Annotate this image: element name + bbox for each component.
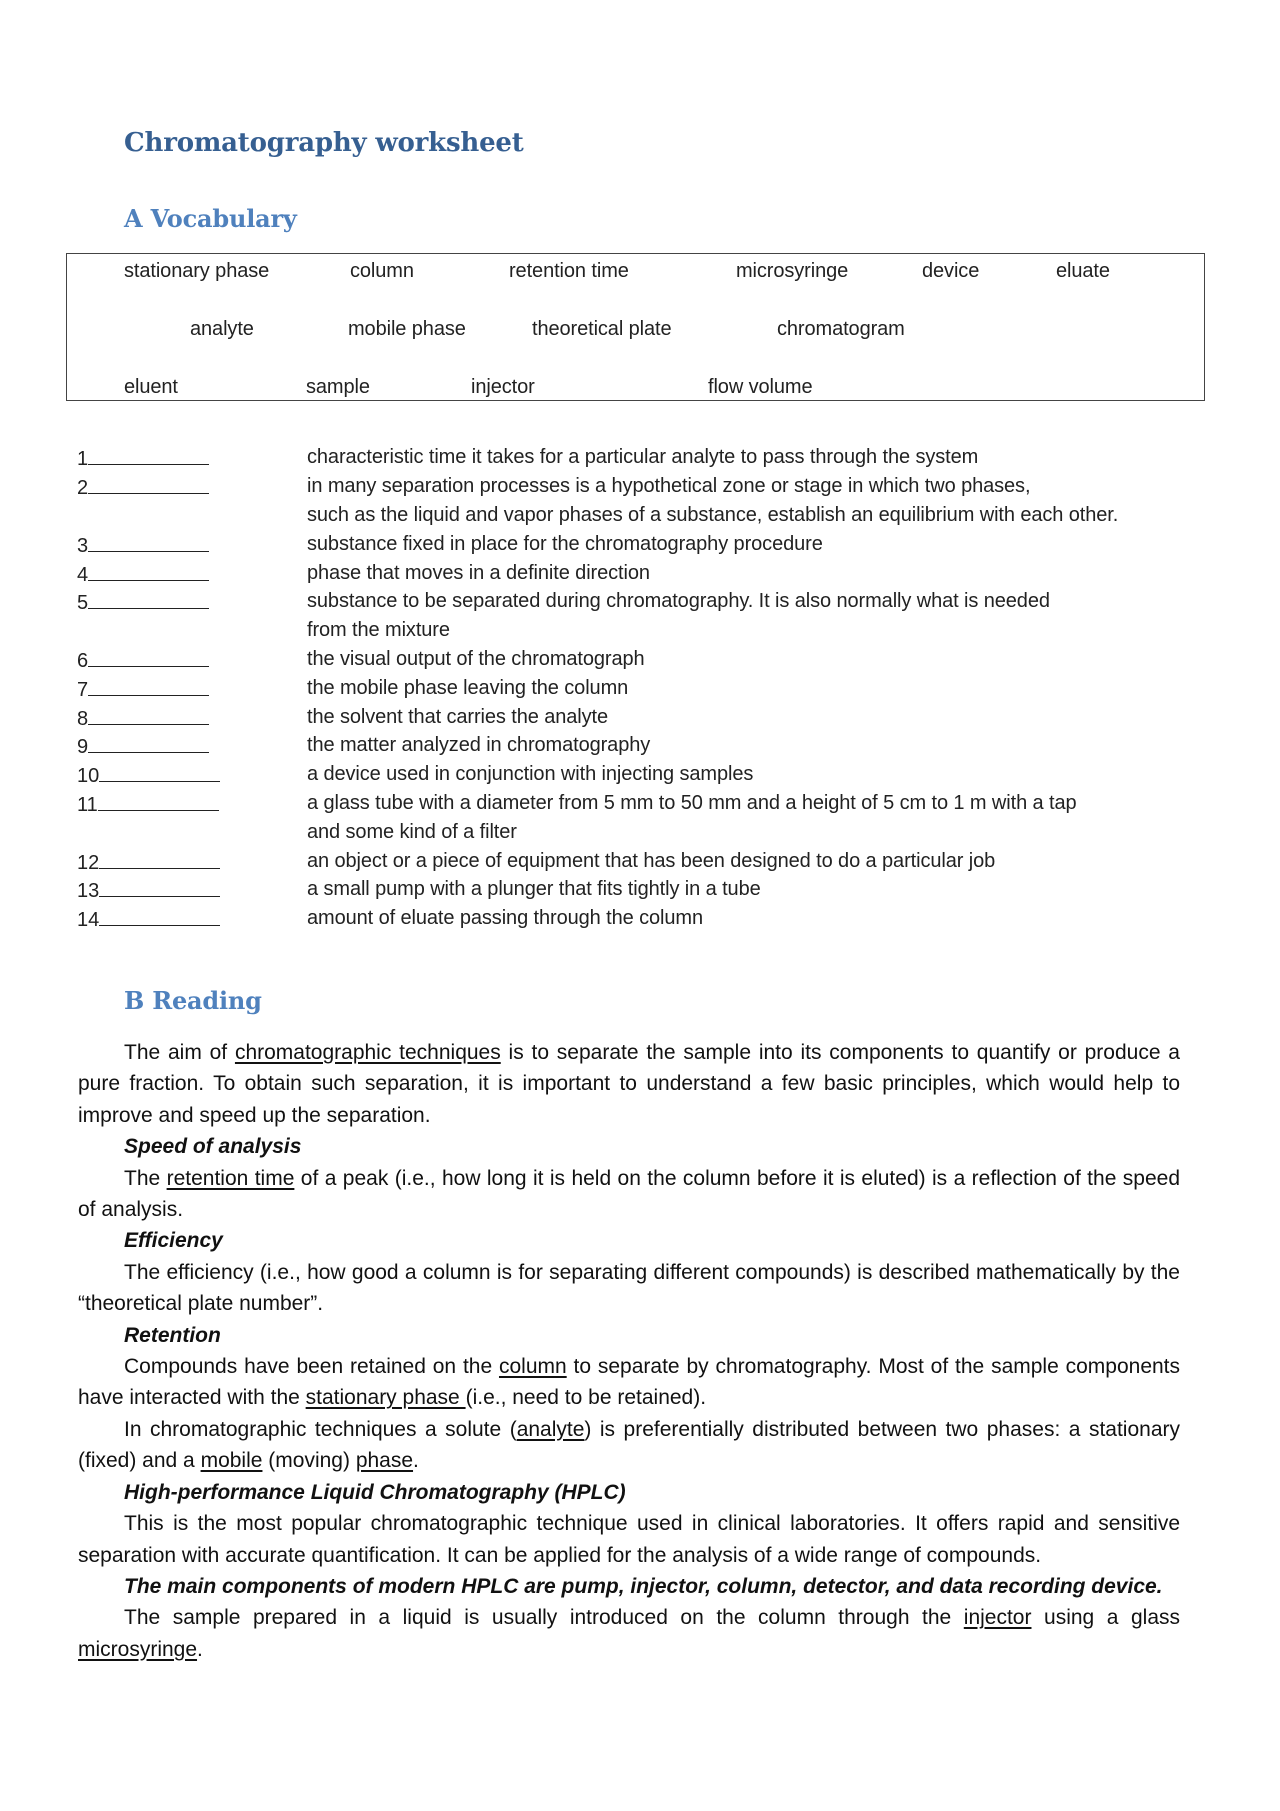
term-microsyringe: microsyringe xyxy=(78,1637,198,1661)
word-bank-word: eluent xyxy=(124,376,178,398)
word-bank-word: injector xyxy=(471,376,535,398)
definition-7: the mobile phase leaving the column xyxy=(307,677,629,699)
paragraph-injector: The sample prepared in a liquid is usually introduced on the column through the injector using a glass microsyringe. xyxy=(78,1606,1180,1661)
answer-blank-10[interactable]: 10 xyxy=(77,763,220,788)
definition-1: characteristic time it takes for a particular analyte to pass through the system xyxy=(307,446,979,468)
word-bank-word: theoretical plate xyxy=(532,318,672,340)
term-stationary-phase: stationary phase xyxy=(305,1386,466,1410)
definition-13: a small pump with a plunger that fits tightly in a tube xyxy=(307,878,761,900)
word-bank-word: chromatogram xyxy=(777,318,905,340)
definition-2: in many separation processes is a hypothetical zone or stage in which two phases, xyxy=(307,475,1031,497)
term-phase: phase xyxy=(355,1449,414,1473)
subheading-efficiency: Efficiency xyxy=(124,1229,223,1253)
answer-blank-4[interactable]: 4 xyxy=(77,562,209,587)
definition-8: the solvent that carries the analyte xyxy=(307,706,609,728)
word-bank-word: eluate xyxy=(1056,260,1110,282)
paragraph-hplc: This is the most popular chromatographic technique used in clinical laboratories. It offers rapid and sensitive separation with accurate quantification. It can be applied for the analysis of a wide range of compounds. xyxy=(78,1512,1180,1567)
word-bank-word: analyte xyxy=(190,318,254,340)
reading-passage xyxy=(78,1037,1180,1665)
word-bank-word: microsyringe xyxy=(736,260,849,282)
definition-12: an object or a piece of equipment that has been designed to do a particular job xyxy=(307,850,996,872)
definition-9: the matter analyzed in chromatography xyxy=(307,734,651,756)
answer-blank-9[interactable]: 9 xyxy=(77,734,209,759)
definition-4: phase that moves in a definite direction xyxy=(307,562,650,584)
definition-3: substance fixed in place for the chromatography procedure xyxy=(307,533,823,555)
word-bank-word: retention time xyxy=(509,260,629,282)
subheading-retention: Retention xyxy=(124,1323,221,1347)
answer-blank-6[interactable]: 6 xyxy=(77,648,209,673)
answer-blank-1[interactable]: 1 xyxy=(77,446,209,471)
answer-blank-13[interactable]: 13 xyxy=(77,878,220,903)
paragraph-aim: The aim of chromatographic techniques is to separate the sample into its components to quantify or produce a pure fraction. To obtain such separation, it is important to understand a few basic principles, which would help to improve and speed up the separation. xyxy=(78,1041,1180,1127)
term-chromatographic-techniques: chromatographic techniques xyxy=(234,1041,501,1064)
paragraph-retention: Compounds have been retained on the column to separate by chromatography. Most of the sample components have interacted with the stationary phase (i.e., need to be retained). xyxy=(78,1355,1181,1410)
paragraph-hplc-components: The main components of modern HPLC are pump, injector, column, detector, and data recording device. xyxy=(124,1574,1163,1598)
term-injector: injector xyxy=(963,1606,1032,1630)
paragraph-efficiency: The efficiency (i.e., how good a column is for separating different compounds) is described mathematically by the “theoretical plate number”. xyxy=(78,1260,1180,1316)
answer-blank-5[interactable]: 5 xyxy=(77,590,209,615)
definition-10: a device used in conjunction with injecting samples xyxy=(307,763,754,785)
word-bank-word: flow volume xyxy=(708,376,813,398)
answer-blank-11[interactable]: 11 xyxy=(77,792,219,817)
definition-14: amount of eluate passing through the column xyxy=(307,907,703,929)
section-a-heading: A Vocabulary xyxy=(124,204,297,233)
term-mobile: mobile xyxy=(200,1449,263,1473)
section-b-heading: B Reading xyxy=(124,986,262,1015)
definition-5: substance to be separated during chromatography. It is also normally what is needed xyxy=(307,590,1050,612)
answer-blank-3[interactable]: 3 xyxy=(77,533,209,558)
answer-blank-8[interactable]: 8 xyxy=(77,706,209,731)
definition-5-cont: from the mixture xyxy=(307,619,450,641)
definition-11-cont: and some kind of a filter xyxy=(307,821,517,843)
word-bank-word: stationary phase xyxy=(124,260,270,282)
answer-blank-7[interactable]: 7 xyxy=(77,677,209,702)
term-retention-time: retention time xyxy=(166,1166,295,1190)
answer-blank-12[interactable]: 12 xyxy=(77,850,220,875)
term-column: column xyxy=(498,1355,567,1379)
definition-2-cont: such as the liquid and vapor phases of a substance, establish an equilibrium with each other. xyxy=(307,504,1119,526)
paragraph-speed: The retention time of a peak (i.e., how long it is held on the column before it is eluted) is a reflection of the speed of analysis. xyxy=(78,1166,1180,1222)
word-bank-word: mobile phase xyxy=(348,318,466,340)
paragraph-solute: In chromatographic techniques a solute (analyte) is preferentially distributed between two phases: a stationary (fixed) and a mobile (moving) phase. xyxy=(78,1417,1180,1473)
word-bank-box xyxy=(66,253,1205,401)
word-bank-word: device xyxy=(922,260,980,282)
definition-11: a glass tube with a diameter from 5 mm to 50 mm and a height of 5 cm to 1 m with a tap xyxy=(307,792,1077,814)
word-bank-word: column xyxy=(350,260,414,282)
term-analyte: analyte xyxy=(516,1417,585,1441)
page-title: Chromatography worksheet xyxy=(124,128,524,158)
subheading-hplc: High-performance Liquid Chromatography (HPLC) xyxy=(124,1480,626,1504)
answer-blank-2[interactable]: 2 xyxy=(77,475,209,500)
answer-blank-14[interactable]: 14 xyxy=(77,907,220,932)
word-bank-word: sample xyxy=(306,376,370,398)
definition-6: the visual output of the chromatograph xyxy=(307,648,645,670)
subheading-speed: Speed of analysis xyxy=(124,1135,302,1159)
